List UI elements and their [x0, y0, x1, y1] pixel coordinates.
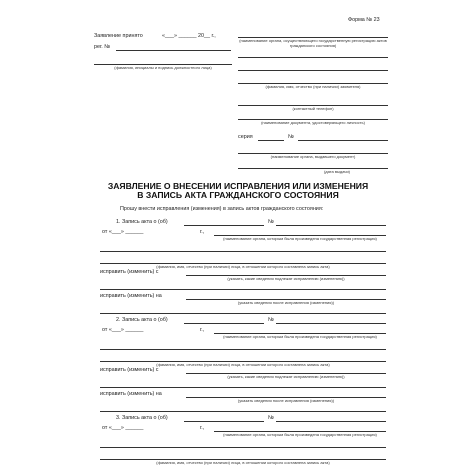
- record-2-extra-field[interactable]: [100, 349, 386, 350]
- record-2-no-field[interactable]: [276, 323, 386, 324]
- record-3-no-label: №: [268, 415, 274, 421]
- record-1-change-to-label: исправить (изменить) на: [100, 293, 162, 299]
- record-1-change-from-field-2[interactable]: [100, 289, 386, 290]
- record-3-organ-caption: (наименование органа, которым была произведена государственная регистрация): [223, 432, 377, 437]
- record-2-change-to-caption: (указать сведения после исправления (изменения)): [237, 398, 335, 403]
- record-1-year-suffix: г.,: [200, 229, 205, 235]
- reg-number-field[interactable]: [116, 50, 231, 51]
- accepted-label: Заявление принято: [94, 33, 143, 39]
- organ-field-2[interactable]: [238, 57, 388, 58]
- record-1-change-from-label: исправить (изменить) с: [100, 269, 159, 275]
- record-2-label: 2. Запись акта о (об): [116, 317, 168, 323]
- record-2-organ-caption: (наименование органа, которым была произведена государственная регистрация): [223, 334, 377, 339]
- record-1-person-caption: (фамилия, имя, отчество (при наличии) лица, в отношении которого составлена запись акта): [156, 264, 330, 269]
- record-1-from-label: от «___» ______: [102, 229, 144, 235]
- phone-caption: (контактный телефон): [292, 106, 334, 111]
- record-3-no-field[interactable]: [276, 421, 386, 422]
- official-caption: (фамилия, инициалы и подпись должностного лица): [114, 65, 212, 70]
- record-2-change-to-field-2[interactable]: [100, 411, 386, 412]
- series-label: серия: [238, 134, 253, 140]
- record-1-label: 1. Запись акта о (об): [116, 219, 168, 225]
- record-2-change-to-label: исправить (изменить) на: [100, 391, 162, 397]
- record-3-person-caption: (фамилия, имя, отчество (при наличии) лица, в отношении которого составлена запись акта): [156, 460, 330, 465]
- record-1-extra-field[interactable]: [100, 251, 386, 252]
- issue-date-caption: (дата выдачи): [323, 169, 351, 174]
- record-2-change-from-caption: (указать, какие сведения подлежат исправлению (изменению)): [227, 374, 345, 379]
- record-2-no-label: №: [268, 317, 274, 323]
- document-title-line-2: В ЗАПИСЬ АКТА ГРАЖДАНСКОГО СОСТОЯНИЯ: [137, 190, 339, 200]
- record-1-type-field[interactable]: [184, 225, 264, 226]
- record-2-year-suffix: г.,: [200, 327, 205, 333]
- record-3-label: 3. Запись акта о (об): [116, 415, 168, 421]
- applicant-caption: (фамилия, имя, отчество (при наличии) заявителя): [265, 84, 361, 89]
- record-3-year-suffix: г.,: [200, 425, 205, 431]
- doc-caption: (наименование документа, удостоверяющего личность): [261, 120, 365, 125]
- organ-caption: (наименование органа, осуществляющего государственную регистрацию актов гражданского состояния): [239, 38, 387, 48]
- form-number: Форма № 23: [348, 17, 380, 23]
- form-page: [86, 6, 390, 474]
- record-1-no-label: №: [268, 219, 274, 225]
- record-2-from-label: от «___» ______: [102, 327, 144, 333]
- applicant-field-1[interactable]: [238, 70, 388, 71]
- record-3-extra-field[interactable]: [100, 447, 386, 448]
- number-label: №: [288, 134, 294, 140]
- issuer-caption: (наименование органа, выдавшего документ): [270, 154, 356, 159]
- intro-text: Прошу внести исправления (изменения) в запись актов гражданского состояния:: [120, 206, 324, 212]
- record-3-from-label: от «___» ______: [102, 425, 144, 431]
- reg-label: рег. №: [94, 44, 111, 50]
- document-title-line-1: ЗАЯВЛЕНИЕ О ВНЕСЕНИИ ИСПРАВЛЕНИЯ ИЛИ ИЗМЕНЕНИЯ: [107, 181, 369, 191]
- series-field[interactable]: [258, 140, 284, 141]
- record-2-change-from-label: исправить (изменить) с: [100, 367, 159, 373]
- record-2-person-caption: (фамилия, имя, отчество (при наличии) лица, в отношении которого составлена запись акта): [156, 362, 330, 367]
- accepted-date-mask: «___» ______ 20__ г.,: [162, 33, 216, 39]
- record-1-change-from-caption: (указать, какие сведения подлежат исправлению (изменению)): [227, 276, 345, 281]
- record-2-type-field[interactable]: [184, 323, 264, 324]
- record-2-change-from-field-2[interactable]: [100, 387, 386, 388]
- record-1-no-field[interactable]: [276, 225, 386, 226]
- record-3-type-field[interactable]: [184, 421, 264, 422]
- record-1-organ-caption: (наименование органа, которым была произведена государственная регистрация): [223, 236, 377, 241]
- doc-number-field[interactable]: [298, 140, 388, 141]
- record-1-change-to-field-2[interactable]: [100, 313, 386, 314]
- record-1-change-to-caption: (указать сведения после исправления (изменения)): [237, 300, 335, 305]
